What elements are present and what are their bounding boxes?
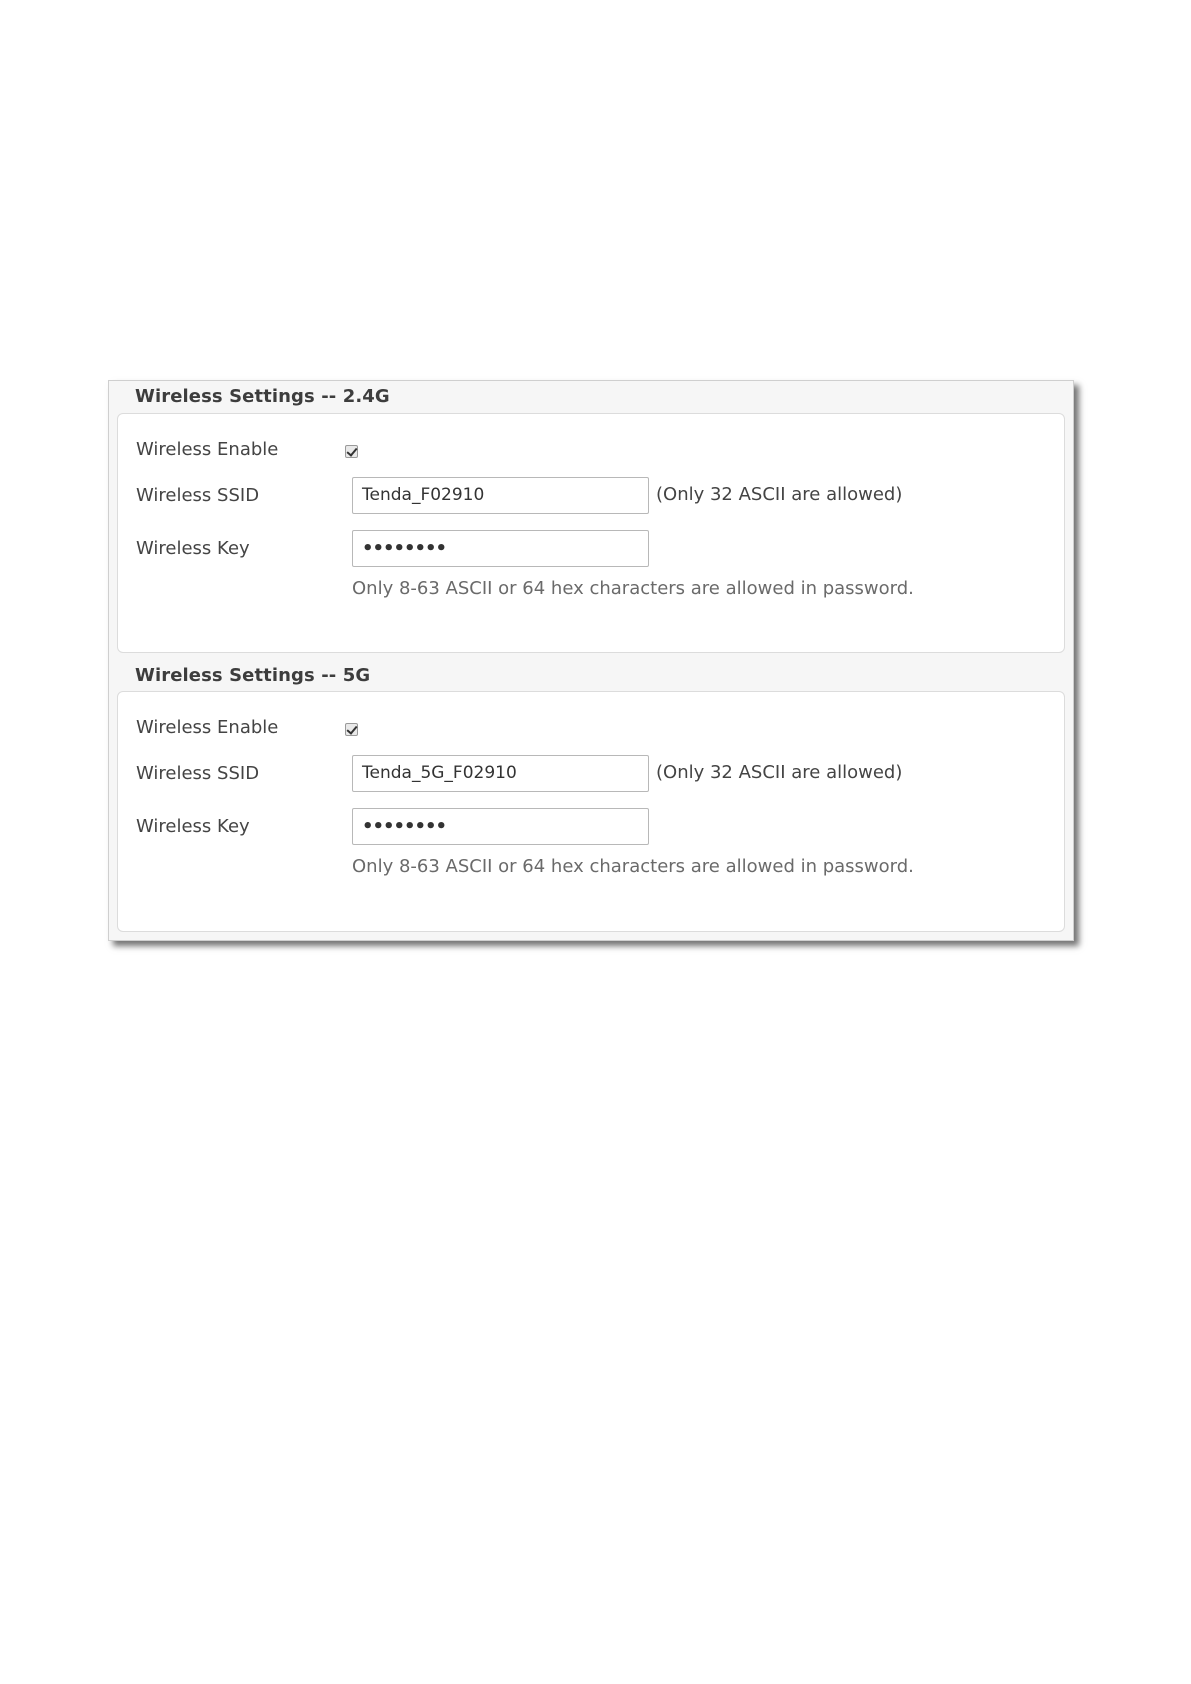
password-hint: Only 8-63 ASCII or 64 hex characters are allowed in password. [352,856,914,877]
wireless-key-input[interactable]: •••••••• [352,530,649,567]
ssid-hint: (Only 32 ASCII are allowed) [656,484,903,505]
wireless-ssid-input[interactable]: Tenda_5G_F02910 [352,755,649,792]
wireless-ssid-label: Wireless SSID [136,763,260,784]
wireless-panel-2-4g [117,413,1065,653]
wireless-panel-5g [117,691,1065,932]
wireless-ssid-input[interactable]: Tenda_F02910 [352,477,649,514]
ssid-hint: (Only 32 ASCII are allowed) [656,762,903,783]
section-title-2-4g: Wireless Settings -- 2.4G [135,386,390,407]
wireless-settings-screenshot [108,380,1074,941]
wireless-key-input[interactable]: •••••••• [352,808,649,845]
wireless-ssid-label: Wireless SSID [136,485,260,506]
password-hint: Only 8-63 ASCII or 64 hex characters are allowed in password. [352,578,914,599]
section-title-5g: Wireless Settings -- 5G [135,665,371,686]
wireless-key-label: Wireless Key [136,538,250,559]
wireless-enable-label: Wireless Enable [136,439,279,460]
wireless-enable-label: Wireless Enable [136,717,279,738]
wireless-enable-checkbox[interactable] [345,723,358,736]
wireless-key-label: Wireless Key [136,816,250,837]
wireless-enable-checkbox[interactable] [345,445,358,458]
